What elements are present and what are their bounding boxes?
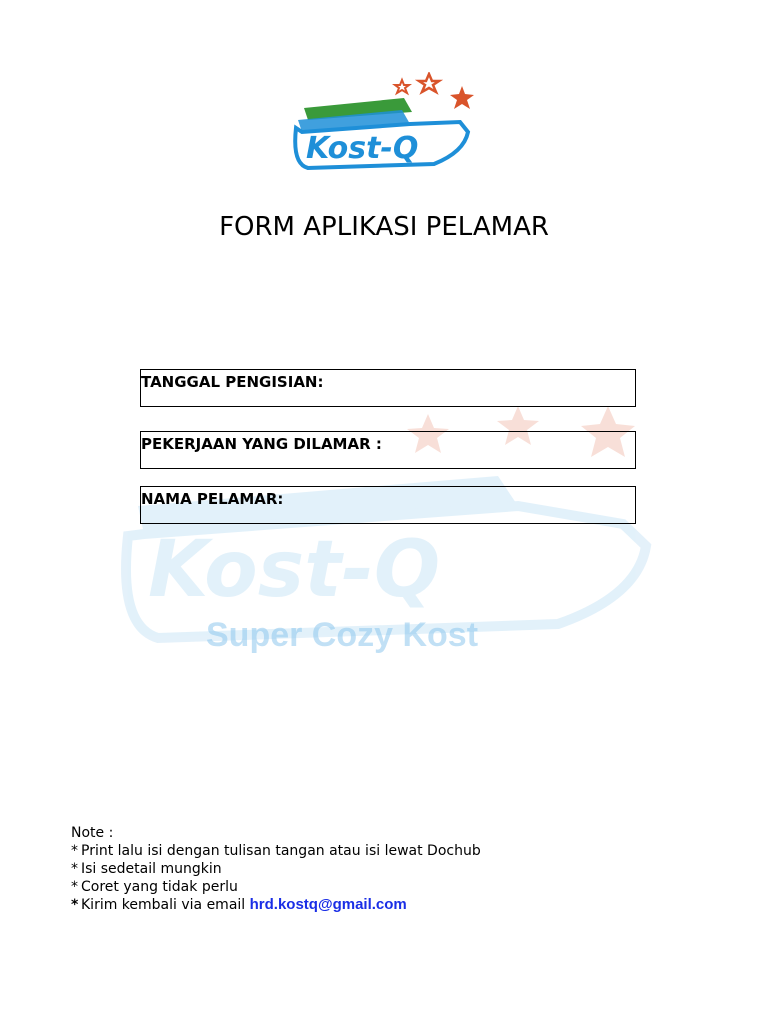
field-label: NAMA PELAMAR: xyxy=(141,490,284,508)
bullet: * xyxy=(71,879,78,895)
note-item xyxy=(71,842,481,860)
kost-q-logo xyxy=(284,72,484,176)
note-item xyxy=(71,878,481,896)
bullet: * xyxy=(71,843,78,859)
watermark-brand: Kost-Q xyxy=(148,525,441,615)
note-text: Isi sedetail mungkin xyxy=(81,861,222,877)
nama-pelamar-field[interactable] xyxy=(140,486,636,524)
email-link[interactable]: hrd.kostq@gmail.com xyxy=(249,896,407,913)
bullet: * xyxy=(71,897,79,913)
tanggal-pengisian-field[interactable] xyxy=(140,369,636,407)
field-label: PEKERJAAN YANG DILAMAR : xyxy=(141,435,382,453)
notes-section xyxy=(71,824,481,914)
notes-heading: Note : xyxy=(71,825,114,841)
logo-text: Kost-Q xyxy=(306,131,419,166)
watermark-tagline: Super Cozy Kost xyxy=(206,616,479,654)
note-item xyxy=(71,896,481,914)
note-item xyxy=(71,860,481,878)
pekerjaan-dilamar-field[interactable] xyxy=(140,431,636,469)
bullet: * xyxy=(71,861,78,877)
page-title: FORM APLIKASI PELAMAR xyxy=(219,212,549,242)
note-text: Kirim kembali via email xyxy=(81,897,250,913)
field-label: TANGGAL PENGISIAN: xyxy=(141,373,324,391)
note-text: Print lalu isi dengan tulisan tangan atau isi lewat Dochub xyxy=(81,843,481,859)
note-text: Coret yang tidak perlu xyxy=(81,879,238,895)
